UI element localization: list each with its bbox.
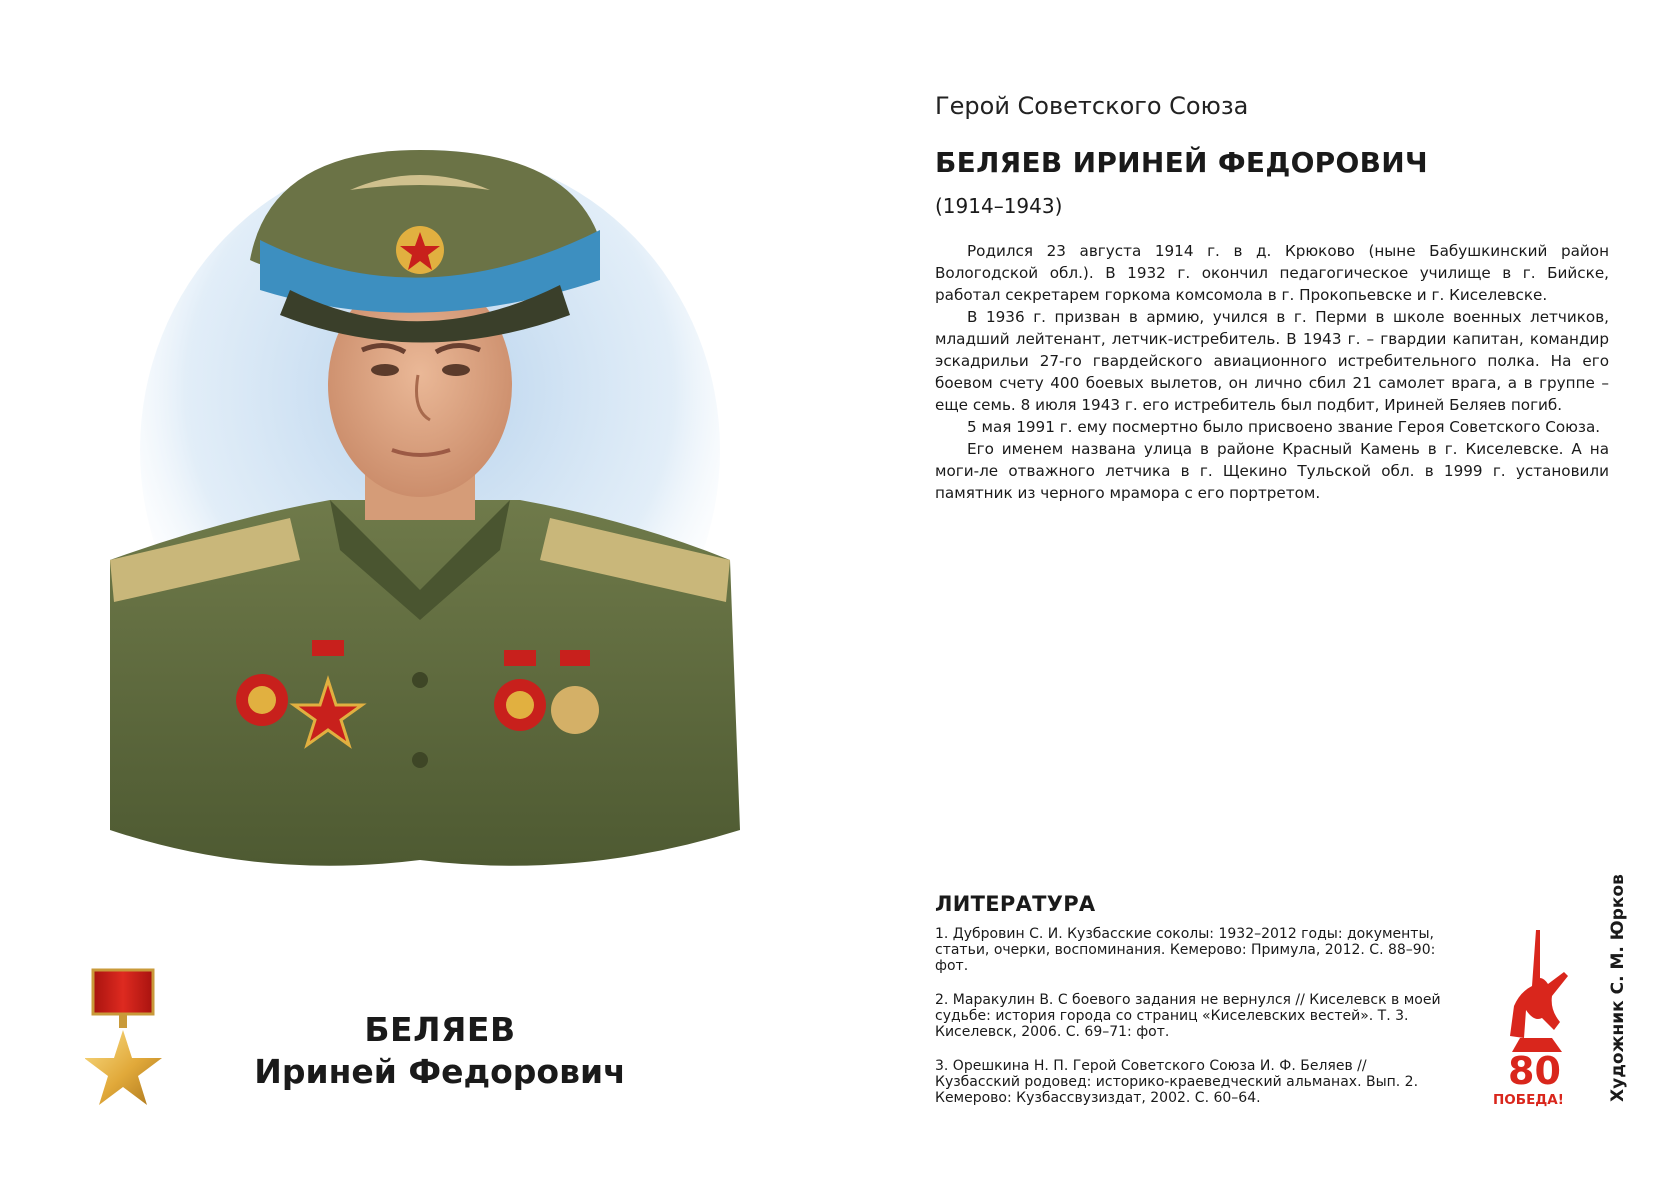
biography-paragraph: В 1936 г. призван в армию, учился в г. Перми в школе военных летчиков, младший лейтенант, летчик-истребитель. В 1943 г. – гвардии капитан, командир эскадрильи 27-го гвардейского авиационного истребительного полка. На его боевом счету 400 боевых вылетов, он лично сбил 21 самолет врага, а в группе – еще семь. 8 июля 1943 г. его истребитель был подбит, Ириней Беляев погиб. [935, 308, 1609, 414]
artist-credit: Художник С. М. Юрков [1608, 874, 1628, 1102]
biography-paragraph: Родился 23 августа 1914 г. в д. Крюково (ныне Бабушкинский район Вологодской обл.). В 1932 г. окончил педагогическое училище в г. Бийске, работал секретарем горкома комсомола в г. Прокопьевске и г. Киселевске. [935, 242, 1609, 304]
victory-80-number: 80 [1508, 1049, 1561, 1093]
biography-paragraph: 5 мая 1991 г. ему посмертно было присвоено звание Героя Советского Союза. [967, 418, 1601, 436]
literature-item: 3. Орешкина Н. П. Герой Советского Союза И. Ф. Беляев // Кузбасский родовед: историко-краеведческий альманах. Вып. 2. Кемерово: Кузбассвузиздат, 2002. С. 60–64. [935, 1058, 1419, 1106]
victory-word: ПОБЕДА! [1493, 1092, 1564, 1108]
hero-name-block [240, 1010, 640, 1094]
hero-title-subtitle: Герой Советского Союза [935, 92, 1249, 120]
hero-full-name: БЕЛЯЕВ ИРИНЕЙ ФЕДОРОВИЧ [935, 146, 1428, 179]
biography-paragraph: Его именем названа улица в районе Красный Камень в г. Киселевске. А на моги-ле отважного летчика в г. Щекино Тульской обл. в 1999 г. установили памятник из черного мрамора с его портретом. [935, 440, 1609, 502]
life-years: (1914–1943) [935, 194, 1063, 218]
literature-heading: ЛИТЕРАТУРА [935, 892, 1096, 916]
victory-80-logo [1490, 926, 1586, 1108]
hero-surname: БЕЛЯЕВ [364, 1010, 516, 1049]
biography [935, 240, 1609, 504]
literature-item: 1. Дубровин С. И. Кузбасские соколы: 1932–2012 годы: документы, статьи, очерки, воспоминания. Кемерово: Примула, 2012. С. 88–90: фот. [935, 926, 1436, 974]
literature-item: 2. Маракулин В. С боевого задания не вернулся // Киселевск в моей судьбе: история города со страниц «Киселевских вестей». Т. 3. Киселевск, 2006. С. 69–71: фот. [935, 992, 1441, 1040]
literature-list [935, 926, 1455, 1124]
hero-portrait [100, 120, 740, 910]
gold-star-medal-icon [85, 968, 165, 1108]
hero-given-names: Ириней Федорович [254, 1052, 626, 1091]
